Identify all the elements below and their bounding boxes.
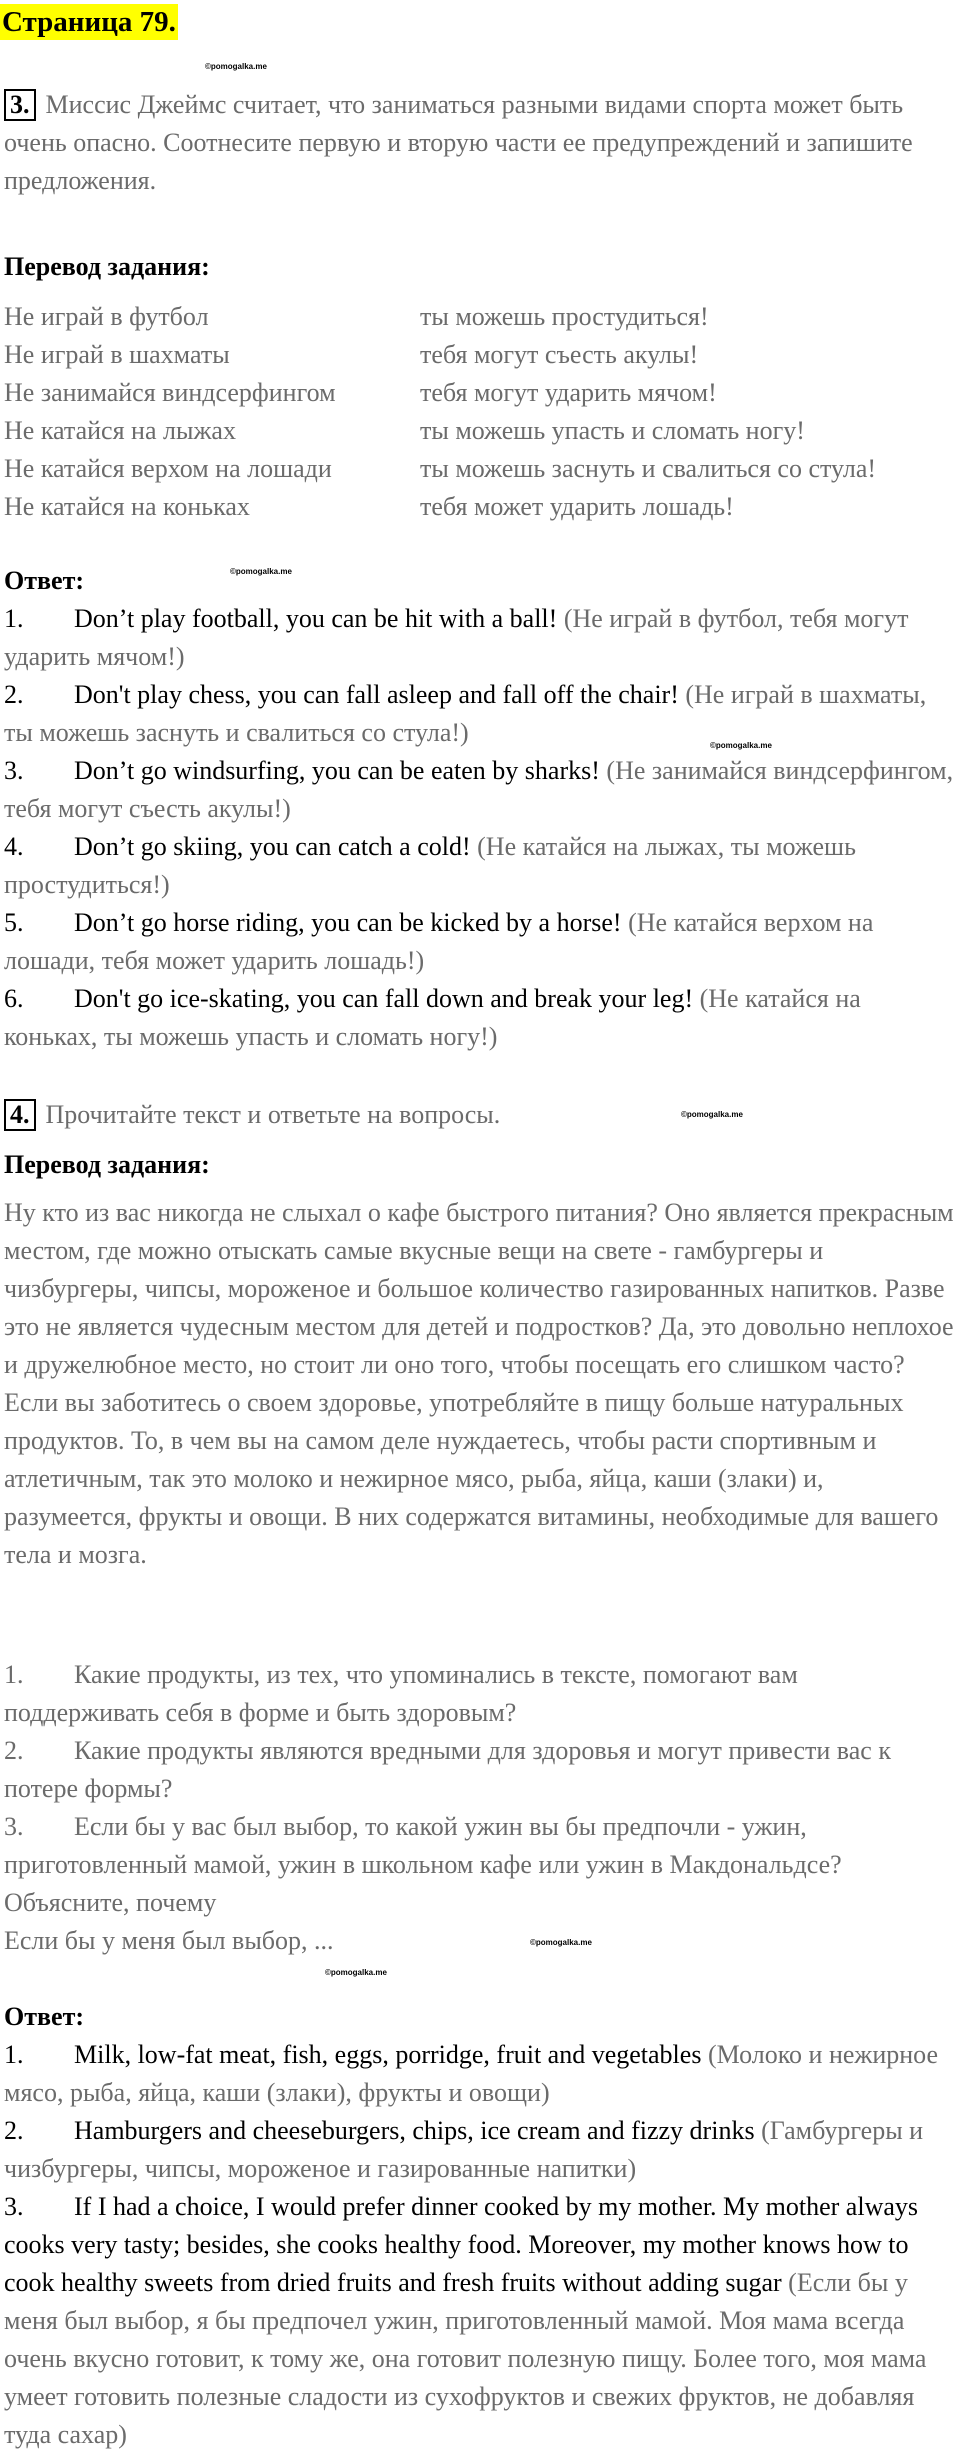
task4-text bbox=[4, 1194, 956, 1574]
choice-line: Если бы у меня был выбор, ... bbox=[4, 1926, 334, 1955]
matching-row: Не играй в футбол ты можешь простудиться! bbox=[4, 302, 709, 331]
task4-instruction bbox=[4, 1096, 956, 1134]
watermark: ©pomogalka.me bbox=[710, 741, 772, 750]
question-item: 2. Какие продукты являются вредными для здоровья и могут привести вас к потере формы? bbox=[4, 1736, 891, 1803]
task-text: Прочитайте текст и ответьте на вопросы. bbox=[45, 1100, 501, 1129]
task3-instruction bbox=[4, 86, 956, 200]
answer-item: 3. If I had a choice, I would prefer dinner cooked by my mother. My mother always cooks very tasty; besides, she cooks healthy food. Moreover, my mother knows how to cook healthy sweets from dried fruits and fresh fruits without adding sugar (Если бы у меня был выбор, я бы предпочел ужин, приготовленный мамой. Моя мама всегда очень вкусно готовит, к тому же, она готовит полезную пищу. Более того, моя мама умеет готовить полезные сладости из сухофруктов и свежих фруктов, не добавляя туда сахар) bbox=[4, 2192, 927, 2449]
matching-row: Не катайся на коньках тебя может ударить лошадь! bbox=[4, 492, 734, 521]
watermark: ©pomogalka.me bbox=[205, 62, 267, 71]
question-item: 3. Если бы у вас был выбор, то какой ужин вы бы предпочли - ужин, приготовленный мамой, ужин в школьном кафе или ужин в Макдональдсе? Объясните, почему bbox=[4, 1812, 842, 1917]
answer-item: 1. Don’t play football, you can be hit with a ball! (Не играй в футбол, тебя могут ударить мячом!) bbox=[4, 604, 909, 671]
watermark: ©pomogalka.me bbox=[681, 1110, 743, 1119]
task-text: Миссис Джеймс считает, что заниматься разными видами спорта может быть очень опасно. Соотнесите первую и вторую части ее предупреждений и запишите предложения. bbox=[4, 90, 913, 195]
paragraph: Если вы заботитесь о своем здоровье, употребляйте в пищу больше натуральных продуктов. То, в чем вы на самом деле нуждаетесь, чтобы расти спортивным и атлетичным, так это молоко и нежирное мясо, рыба, яйца, каши (злаки) и, разумеется, фрукты и овощи. В них содержатся витамины, необходимые для вашего тела и мозга. bbox=[4, 1388, 939, 1569]
page-title: Страница 79. bbox=[2, 6, 176, 38]
task-number: 4. bbox=[4, 1099, 36, 1131]
task-number: 3. bbox=[4, 89, 36, 121]
matching-table bbox=[4, 298, 944, 526]
matching-row: Не играй в шахматы тебя могут съесть акулы! bbox=[4, 340, 699, 369]
answer-item: 6. Don't go ice-skating, you can fall down and break your leg! (Не катайся на коньках, ты можешь упасть и сломать ногу!) bbox=[4, 984, 861, 1051]
translation-heading: Перевод задания: bbox=[4, 1150, 210, 1179]
matching-row: Не катайся на лыжах ты можешь упасть и сломать ногу! bbox=[4, 416, 805, 445]
watermark: ©pomogalka.me bbox=[530, 1938, 592, 1947]
answer-heading: Ответ: bbox=[4, 2002, 85, 2031]
watermark: ©pomogalka.me bbox=[325, 1968, 387, 1977]
answer-item: 5. Don’t go horse riding, you can be kicked by a horse! (Не катайся верхом на лошади, тебя может ударить лошадь!) bbox=[4, 908, 874, 975]
matching-row: Не занимайся виндсерфингом тебя могут ударить мячом! bbox=[4, 378, 717, 407]
matching-row: Не катайся верхом на лошади ты можешь заснуть и свалиться со стула! bbox=[4, 454, 877, 483]
answer-item: 2. Hamburgers and cheeseburgers, chips, ice cream and fizzy drinks (Гамбургеры и чизбургеры, чипсы, мороженое и газированные напитки) bbox=[4, 2116, 924, 2183]
answer-item: 2. Don't play chess, you can fall asleep and fall off the chair! (Не играй в шахматы, ты можешь заснуть и свалиться со стула!) bbox=[4, 680, 927, 747]
answer-item: 4. Don’t go skiing, you can catch a cold! (Не катайся на лыжах, ты можешь простудиться!) bbox=[4, 832, 856, 899]
watermark: ©pomogalka.me bbox=[230, 567, 292, 576]
answer-item: 3. Don’t go windsurfing, you can be eaten by sharks! (Не занимайся виндсерфингом, тебя могут съесть акулы!) bbox=[4, 756, 954, 823]
question-item: 1. Какие продукты, из тех, что упоминались в тексте, помогают вам поддерживать себя в форме и быть здоровым? bbox=[4, 1660, 798, 1727]
question-list bbox=[4, 1656, 956, 1960]
answer-heading: Ответ: bbox=[4, 566, 85, 595]
task3-answers bbox=[4, 600, 956, 1056]
paragraph: Ну кто из вас никогда не слыхал о кафе быстрого питания? Оно является прекрасным местом, где можно отыскать самые вкусные вещи на свете - гамбургеры и чизбургеры, чипсы, мороженое и большое количество газированных напитков. Разве это не является чудесным местом для детей и подростков? Да, это довольно неплохое и дружелюбное место, но стоит ли оно того, чтобы посещать его слишком часто? bbox=[4, 1198, 954, 1379]
translation-heading: Перевод задания: bbox=[4, 252, 210, 281]
task4-answers bbox=[4, 2036, 956, 2454]
answer-item: 1. Milk, low-fat meat, fish, eggs, porridge, fruit and vegetables (Молоко и нежирное мясо, рыба, яйца, каши (злаки), фрукты и овощи) bbox=[4, 2040, 939, 2107]
